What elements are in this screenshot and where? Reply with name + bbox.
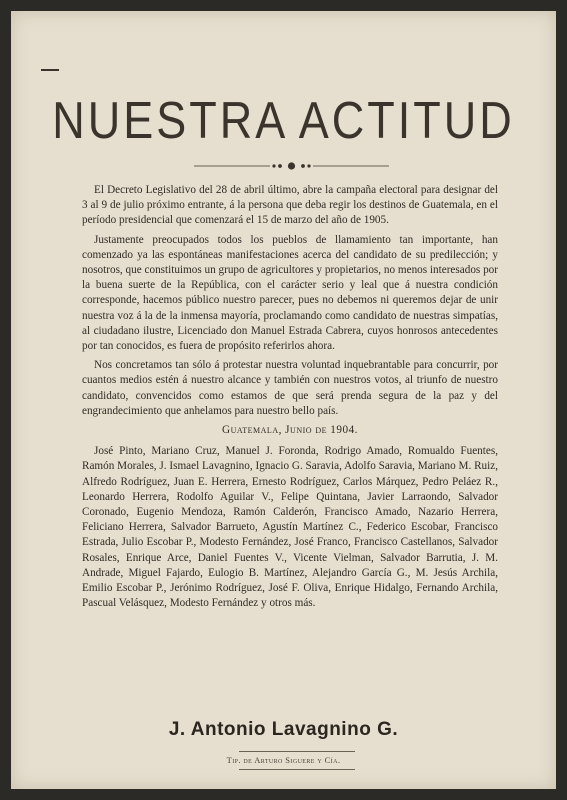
imprint-rule-bottom xyxy=(239,769,355,770)
paragraph-3: Nos concretamos tan sólo á protestar nuestra voluntad inquebrantable para concurrir, por cuantos medios estén á nuestro alcance y también con nuestros votos, al triunfo de nuestro candidato, convencidos como estamos de que será prenda segura de la paz y del engrandecimiento que anhelamos para nuestro bello país. xyxy=(82,359,498,417)
margin-mark xyxy=(41,69,59,74)
paragraph-1: El Decreto Legislativo del 28 de abril último, abre la campaña electoral para designar del 3 al 9 de julio próximo entrante, á la persona que deba regir los destinos de Guatemala, en el período presidencial que comenzará el 15 de marzo del año de 1905. xyxy=(82,184,498,227)
signature: J. Antonio Lavagnino G. xyxy=(168,719,399,740)
printer-imprint: Tip. de Arturo Siguere y Cía. xyxy=(226,755,341,765)
document-sheet xyxy=(11,11,556,789)
imprint-rule-top xyxy=(239,751,355,752)
paragraph-2: Justamente preocupados todos los pueblos de llamamiento tan importante, han comenzado ya las espontáneas manifestaciones acerca del candidato de su predilección; y nosotros, que constituimos un grupo de agricultores y propietarios, no menos interesados por la buena suerte de la República, con el carácter serio y leal que á nuestra condición corresponde, hacemos público nuestro parecer, pues no debemos ni queremos dejar de unir nuestra voz á la de la inmensa mayoría, proclamando como candidato de nuestras simpatías, al ciudadano ilustre, Licenciado don Manuel Estrada Cabrera, cuyos honrosos antecedentes por tan conocidos, es fuera de propósito referirlos ahora. xyxy=(82,233,498,353)
document-body xyxy=(82,183,498,615)
document-title: NUESTRA ACTITUD xyxy=(52,91,515,150)
signers-list: José Pinto, Mariano Cruz, Manuel J. Foronda, Rodrigo Amado, Romualdo Fuentes, Ramón Morales, J. Ismael Lavagnino, Ignacio G. Saravia, Adolfo Saravia, Mariano M. Ruiz, Alfredo Rodríguez, Juan E. Herrera, Ernesto Rodríguez, Carlos Márquez, Pedro Peláez R., Leonardo Herrera, Rodolfo Aguilar V., Felipe Quintana, Javier Larraondo, Salvador Coronado, Eugenio Mendoza, Ramón Calderón, Francisco Amado, Nazario Herrera, Feliciano Herrera, Salvador Barrueto, Agustín Martínez C., Federico Escobar, Francisco Estrada, Julio Escobar P., Modesto Fernández, José Franco, Francisco Castellanos, Salvador Rosales, Enrique Arce, Daniel Fuentes V., Vicente Vielman, Salvador Barrutia, J. M. Andrade, Miguel Fajardo, Eulogio B. Martínez, Alejandro García G., M. Jesús Archila, Emilio Escobar P., Jerónimo Rodríguez, José F. Oliva, Enrique Hidalgo, Fernando Archila, Pascual Velásquez, Modesto Fernández y otros más. xyxy=(82,445,498,610)
title-ornament xyxy=(194,161,389,171)
dateline: Guatemala, Junio de 1904. xyxy=(222,424,358,437)
